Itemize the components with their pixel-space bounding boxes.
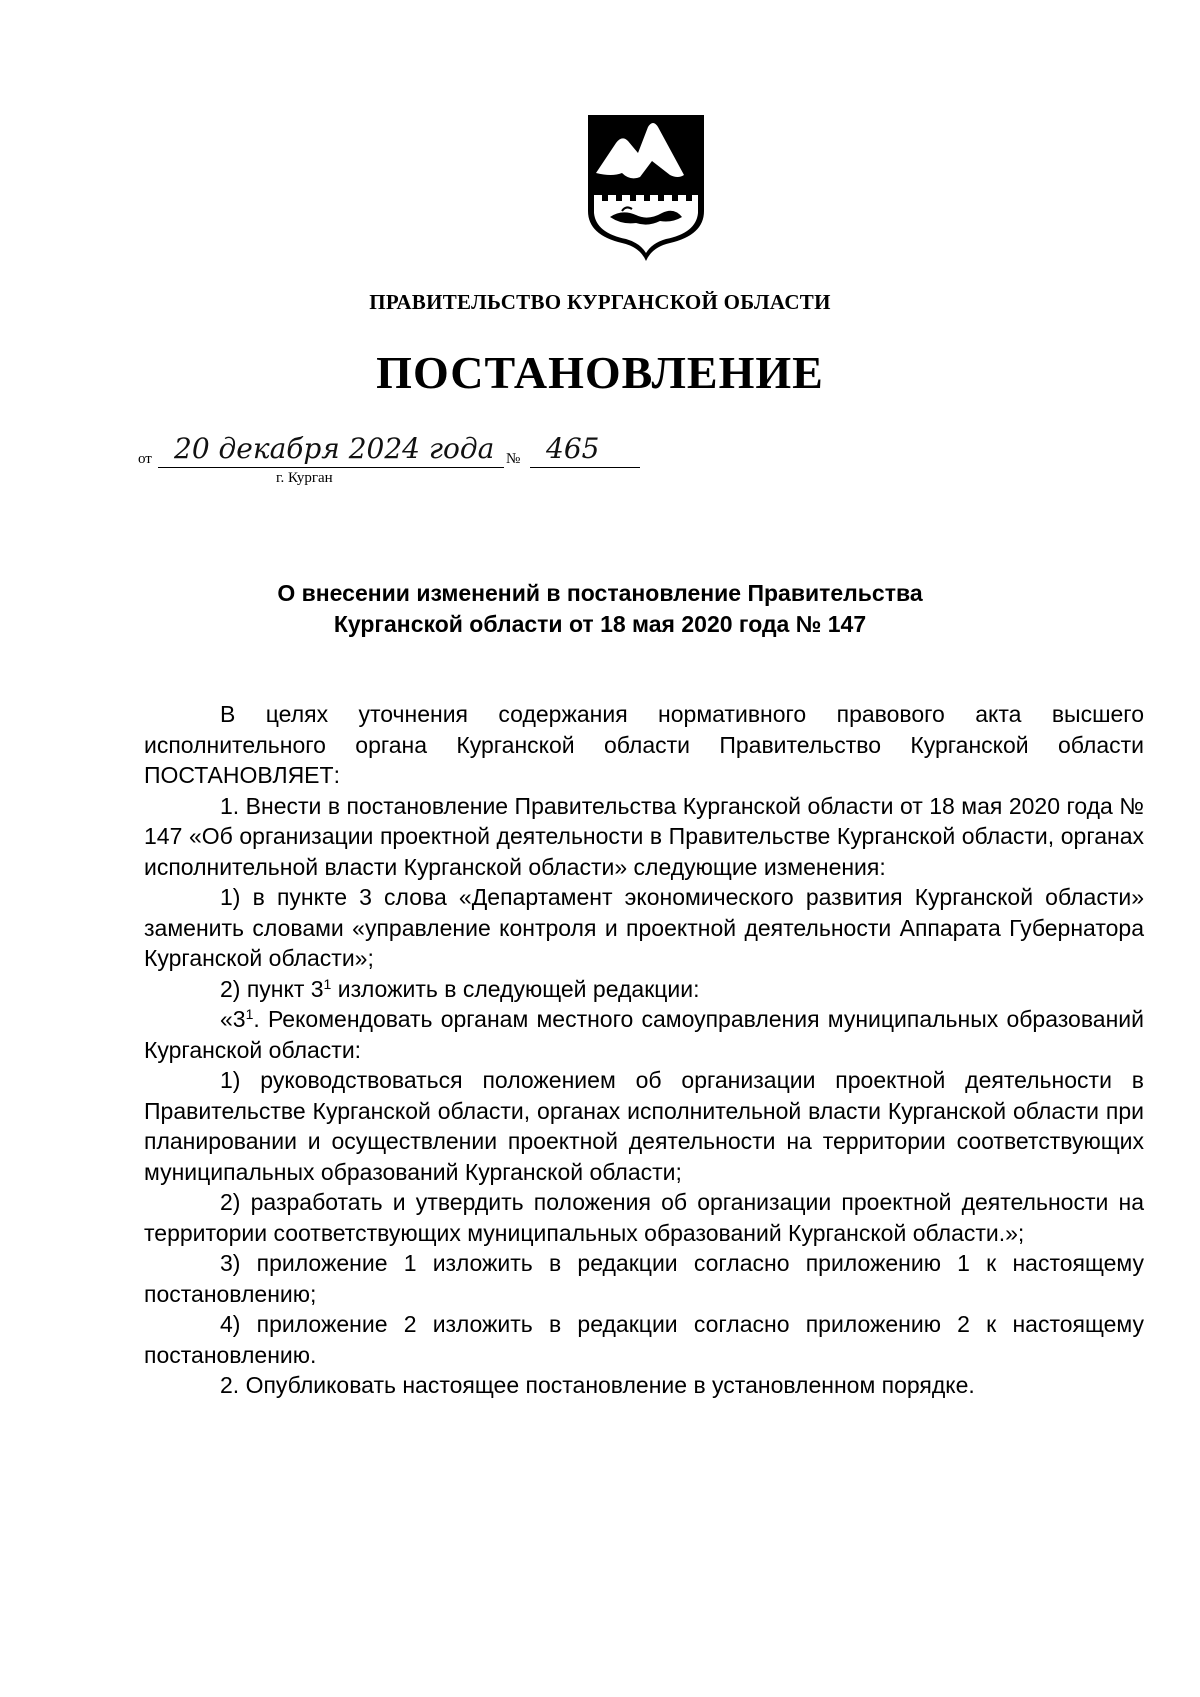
superscript: 1 [245,1006,254,1022]
title-line-2: Курганской области от 18 мая 2020 года № 147 [333,611,867,637]
from-label: от [138,451,152,467]
document-type-heading: ПОСТАНОВЛЕНИЕ [376,347,824,398]
handwritten-number: 465 [546,432,600,465]
subitem-4-paragraph: 4) приложение 2 изложить в редакции согласно приложению 2 к настоящему постановлению. [144,1311,1144,1368]
title-line-1: О внесении изменений в постановление Правительства [277,580,923,606]
quoted-subitem-1-paragraph: 1) руководствоваться положением об организации проектной деятельности в Правительстве Курганской области, органах исполнительной власти Курганской области при планировании и осуществлении проектной деятельности на территории соответствующих муниципальных образований Курганской области; [144,1067,1144,1185]
city-label: г. Курган [276,470,333,486]
coat-of-arms-icon [586,113,706,263]
document-body [144,699,1144,1401]
subitem-1-paragraph: 1) в пункте 3 слова «Департамент экономического развития Курганской области» заменить словами «управление контроля и проектной деятельности Аппарата Губернатора Курганской области»; [144,884,1144,971]
quoted-point-end: . Рекомендовать органам местного самоуправления муниципальных образований Курганской области: [144,1006,1144,1063]
document-title [0,578,1200,640]
subitem-2-text-end: изложить в следующей редакции: [331,975,700,1002]
date-underline [158,467,504,468]
number-underline [530,467,640,468]
government-name: ПРАВИТЕЛЬСТВО КУРГАНСКОЙ ОБЛАСТИ [369,290,831,314]
subitem-3-paragraph: 3) приложение 1 изложить в редакции согласно приложению 1 к настоящему постановлению; [144,1250,1144,1307]
number-label: № [506,451,521,467]
quoted-subitem-2-paragraph: 2) разработать и утвердить положения об организации проектной деятельности на территории соответствующих муниципальных образований Курганской области.»; [144,1189,1144,1246]
preamble-paragraph: В целях уточнения содержания нормативного правового акта высшего исполнительного органа Курганской области Правительство Курганской области ПОСТАНОВЛЯЕТ: [144,701,1144,788]
quoted-point-paragraph [144,1004,1144,1065]
handwritten-date: 20 декабря 2024 года [174,432,495,465]
superscript: 1 [323,975,332,992]
item-1-paragraph: 1. Внести в постановление Правительства Курганской области от 18 мая 2020 года № 147 «Об организации проектной деятельности в Правительстве Курганской области, органах исполнительной власти Курганской области» следующие изменения: [144,792,1144,880]
item-2-paragraph: 2. Опубликовать настоящее постановление в установленном порядке. [220,1372,975,1398]
subitem-2-text-start: 2) пункт 3 [220,975,324,1002]
date-number-line [138,432,638,492]
quoted-point-start: «3 [220,1006,246,1032]
subitem-2-paragraph [144,974,1144,1005]
